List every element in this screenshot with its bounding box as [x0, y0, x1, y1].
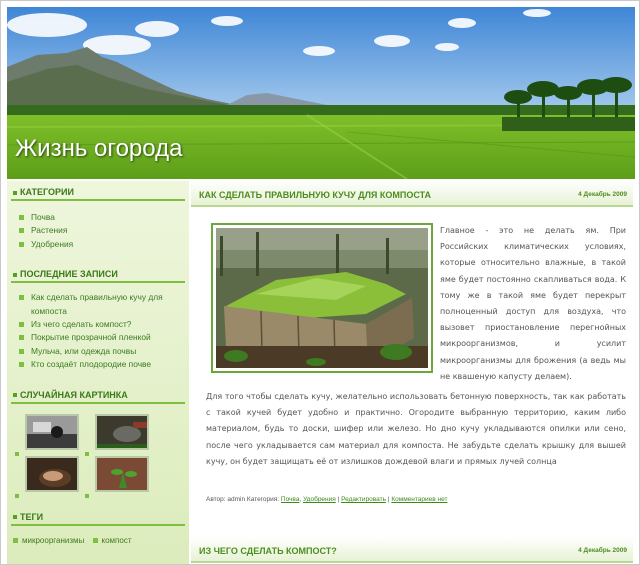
bullet-icon — [19, 215, 24, 220]
bullet-icon — [19, 228, 24, 233]
post-author-label: Автор: admin Категория: — [206, 496, 281, 503]
sidebar — [7, 181, 189, 565]
bullet-icon — [13, 538, 18, 543]
bullet-icon — [15, 452, 19, 456]
post-image-compost — [211, 223, 433, 373]
post-category-link-udobreniya[interactable]: Удобрения — [303, 496, 336, 503]
recent-post-item[interactable] — [19, 331, 189, 344]
sidebar-heading-random-image — [11, 390, 185, 404]
recent-post-item[interactable] — [19, 318, 189, 331]
thumb-image — [97, 458, 149, 492]
recent-post-item[interactable] — [19, 345, 189, 358]
post-title-link[interactable]: ИЗ ЧЕГО СДЕЛАТЬ КОМПОСТ? — [199, 546, 337, 556]
random-image-thumb-soil[interactable] — [25, 456, 79, 492]
bullet-icon — [19, 362, 24, 367]
post-date: 4 Декабрь 2009 — [578, 191, 627, 198]
bullet-icon — [19, 322, 24, 327]
post-category-link-pochva[interactable]: Почва — [280, 496, 300, 503]
recent-post-item[interactable] — [19, 291, 189, 318]
thumb-image — [97, 416, 149, 450]
post-meta — [206, 496, 447, 503]
recent-post-label: Покрытие прозрачной пленкой — [31, 332, 151, 343]
post-title-link[interactable]: КАК СДЕЛАТЬ ПРАВИЛЬНУЮ КУЧУ ДЛЯ КОМПОСТА — [199, 190, 432, 200]
category-item-pochva[interactable] — [19, 211, 189, 224]
random-image-heading-label: СЛУЧАЙНАЯ КАРТИНКА — [20, 389, 128, 400]
random-image-thumb-watering[interactable] — [95, 414, 149, 450]
category-label: Растения — [31, 225, 68, 236]
site-title[interactable]: Жизнь огорода — [15, 135, 183, 162]
recent-heading-label: ПОСЛЕДНИЕ ЗАПИСИ — [20, 269, 118, 280]
heading-square-icon — [13, 273, 17, 277]
meta-separator: | — [386, 496, 392, 503]
sidebar-heading-recent — [11, 269, 185, 283]
bullet-icon — [85, 452, 89, 456]
thumb-image — [27, 458, 79, 492]
bullet-icon — [19, 295, 24, 300]
recent-post-label: Мульча, или одежда почвы — [31, 345, 137, 356]
heading-square-icon — [13, 393, 17, 397]
random-image-thumb-seedling[interactable] — [95, 456, 149, 492]
random-image-thumb-bw[interactable] — [25, 414, 79, 450]
bullet-icon — [19, 242, 24, 247]
meta-separator: | — [335, 496, 342, 503]
heading-square-icon — [13, 191, 17, 195]
post-edit-link[interactable]: Редактировать — [341, 496, 387, 503]
recent-post-label: Как сделать правильную кучу для компоста — [31, 292, 163, 316]
post-date: 4 Декабрь 2009 — [578, 547, 627, 554]
random-images-grid — [15, 412, 189, 500]
compost-photo — [216, 228, 428, 368]
category-item-rasteniya[interactable] — [19, 224, 189, 237]
sidebar-heading-categories — [11, 187, 185, 201]
bullet-icon — [85, 494, 89, 498]
recent-post-item[interactable] — [19, 358, 189, 371]
recent-post-label: Из чего сделать компост? — [31, 319, 132, 330]
post-comments-link[interactable]: Комментариев нет — [391, 496, 448, 503]
category-item-udobreniya[interactable] — [19, 238, 189, 251]
category-label: Почва — [31, 212, 55, 222]
recent-post-label: Кто создаёт плодородие почве — [31, 359, 152, 370]
tags-heading-label: ТЕГИ — [20, 511, 44, 522]
post-header — [191, 537, 633, 563]
category-label: Удобрения — [31, 238, 74, 249]
meta-separator: , — [299, 496, 304, 503]
bullet-icon — [93, 538, 98, 543]
tag-label: компост — [101, 535, 132, 545]
bullet-icon — [19, 349, 24, 354]
heading-square-icon — [13, 515, 17, 519]
recent-posts-list — [19, 291, 189, 371]
sidebar-heading-tags — [11, 512, 185, 526]
bullet-icon — [15, 494, 19, 498]
post-2 — [191, 537, 635, 563]
categories-heading-label: КАТЕГОРИИ — [20, 187, 74, 197]
main-content — [191, 181, 635, 565]
thumb-image — [27, 416, 79, 450]
post-paragraph-2: Для того чтобы сделать кучу, желательно использовать бетонную поверхность, так как работать с такой кучей будет удобно и практично. Огородите выбранную территорию, каким либо материалом, будь то доски, шифер или железо. Но дно кучу укладываются опилки или сено, после чего укладывается сам материал для компоста. Не забудьте сделать крышку для вышей кучу, он будет защищать её от излишков дождевой влаги и прямых лучей солнца — [206, 392, 626, 466]
tag-label: микроорганизмы — [22, 535, 85, 545]
post-paragraph-1: Главное - это не делать ям. При Российских климатических условиях, которые относительно влажные, в такой яме будет постоянно скапливаться вода. К тому же в такой яме будет перекрыт полноценный доступ для воздуха, что вызовет приостановление перегнойных микроорганизмов, и усилит микроорганизмы для брожения (а ведь мы не квашеную капусту делаем). — [440, 226, 626, 381]
tag-kompost[interactable] — [93, 536, 132, 545]
tags-cloud — [13, 536, 189, 545]
bullet-icon — [19, 335, 24, 340]
tag-mikroorganizmy[interactable] — [13, 536, 84, 545]
post-header — [191, 181, 633, 207]
categories-list — [19, 211, 189, 251]
header-banner — [7, 7, 635, 179]
